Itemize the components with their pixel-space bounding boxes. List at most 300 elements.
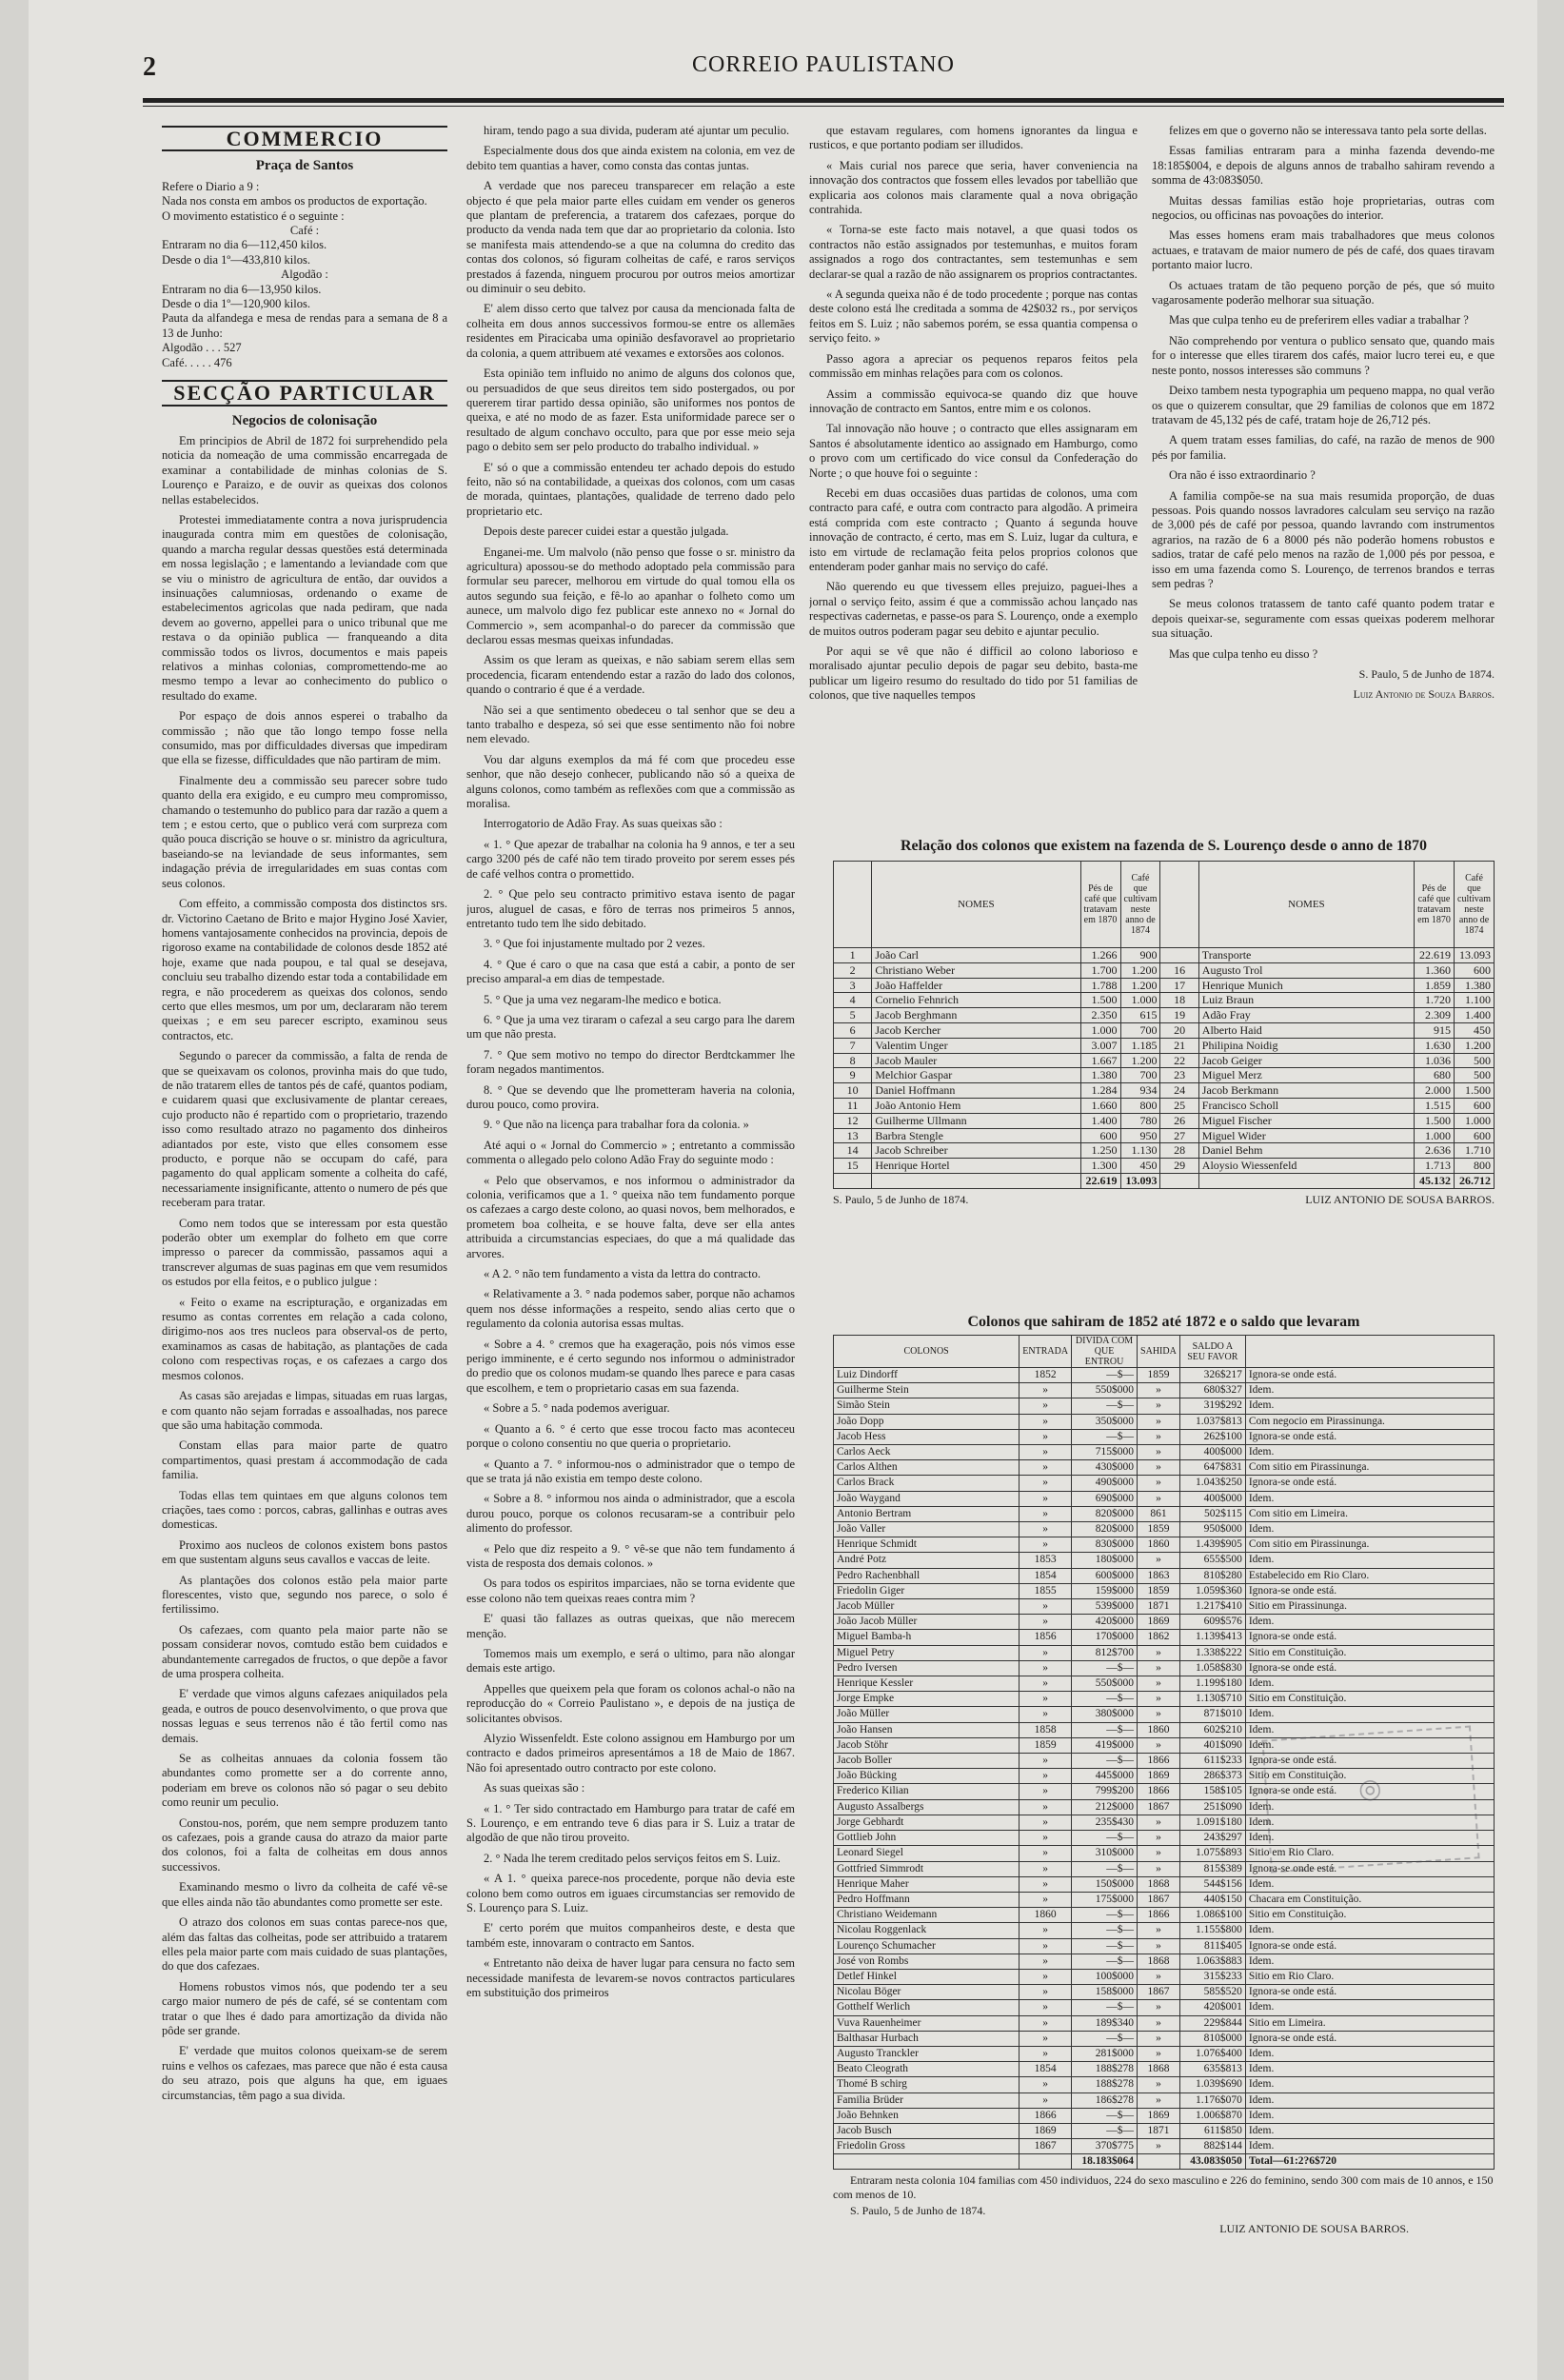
table1-cell: 1.660 xyxy=(1080,1098,1120,1113)
table2-row xyxy=(834,1476,1495,1491)
table1-cell: 1.000 xyxy=(1455,1113,1495,1128)
table2-cell: » xyxy=(1020,1692,1072,1707)
col2.paragraphs-paragraph: Interrogatorio de Adão Fray. As suas queixas são : xyxy=(484,817,723,831)
table1-cell: 5 xyxy=(834,1008,872,1023)
table1-row xyxy=(834,1128,1495,1143)
table1-header xyxy=(834,862,872,948)
table2-cell: Leonard Siegel xyxy=(834,1846,1020,1861)
table2-cell: » xyxy=(1020,1398,1072,1414)
table2-cell: 251$090 xyxy=(1179,1799,1245,1815)
table1-cell: 2.000 xyxy=(1415,1083,1455,1099)
table2-cell: » xyxy=(1138,1445,1180,1460)
table1-cell: Alberto Haid xyxy=(1198,1022,1414,1038)
table1-cell: Augusto Trol xyxy=(1198,962,1414,978)
table2-cell: » xyxy=(1020,1476,1072,1491)
table1-cell: 1.360 xyxy=(1415,962,1455,978)
table2-row xyxy=(834,1460,1495,1476)
table2-header: SALDO A SEU FAVOR xyxy=(1179,1336,1245,1368)
table2-cell: Idem. xyxy=(1245,2046,1494,2061)
table1-cell: 8 xyxy=(834,1053,872,1068)
table2-cell: » xyxy=(1020,1414,1072,1429)
table2-cell: 655$500 xyxy=(1179,1553,1245,1568)
table2-cell: Idem. xyxy=(1245,1522,1494,1537)
col1.paragraphs-paragraph: Homens robustos vimos nós, que podendo ter a seu cargo maior numero de pés de café, sé se contentam com tratar o que lhes é dado para amortização da divida não pôde ser grande. xyxy=(162,1979,447,2037)
table2-cell: —$— xyxy=(1072,1429,1138,1444)
table2-row xyxy=(834,2077,1495,2092)
table1-cell: 1.250 xyxy=(1080,1143,1120,1159)
column-3 xyxy=(809,124,1138,838)
table2-cell: 1869 xyxy=(1138,1769,1180,1784)
table1-header: NOMES xyxy=(872,862,1080,948)
table2-cell: Sitio em Limeira. xyxy=(1245,2015,1494,2031)
table2-cell: 370$775 xyxy=(1072,2139,1138,2154)
col2.paragraphs-paragraph: Appelles que queixem pela que foram os colonos achal-o não na reproducção do « Correio Paulistano », e depois de na justiça de solicitantes obvisos. xyxy=(466,1681,795,1725)
table1-cell: Jacob Berghmann xyxy=(872,1008,1080,1023)
table2-cell: Idem. xyxy=(1245,2123,1494,2138)
table1-cell: 615 xyxy=(1120,1008,1160,1023)
table2-cell: 1866 xyxy=(1020,2108,1072,2123)
table2-row xyxy=(834,1692,1495,1707)
table1-title: Relação dos colonos que existem na fazenda de S. Lourenço desde o anno de 1870 xyxy=(900,838,1428,854)
col4.paragraphs-paragraph: A quem tratam esses familias, do café, na razão de menos de 900 pés por familia. xyxy=(1152,433,1495,462)
table2-cell: 1859 xyxy=(1138,1522,1180,1537)
table1-cell: 15 xyxy=(834,1159,872,1174)
table2-cell: » xyxy=(1138,1414,1180,1429)
table1-cell: 12 xyxy=(834,1113,872,1128)
table2-cell: 502$115 xyxy=(1179,1506,1245,1521)
table1-cell: 1.859 xyxy=(1415,978,1455,993)
table1-row xyxy=(834,1143,1495,1159)
table1-cell: 934 xyxy=(1120,1083,1160,1099)
col2.paragraphs-paragraph: Não sei a que sentimento obedeceu o tal senhor que se deu a tanto trabalho e despeza, só sei que esse sentimento não foi nobre nem elevado. xyxy=(466,703,795,746)
table2-cell: 539$000 xyxy=(1072,1599,1138,1615)
table2-cell: 1.059$360 xyxy=(1179,1583,1245,1598)
table2-cell: Idem. xyxy=(1245,2108,1494,2123)
col3.paragraphs-paragraph: Passo agora a apreciar os pequenos reparos feitos pela commissão em minhas relações para com os colonos. xyxy=(809,351,1138,381)
table2-cell: 1.217$410 xyxy=(1179,1599,1245,1615)
col2.paragraphs-paragraph: E' alem disso certo que talvez por causa da mencionada falta de colheita em dous annos successivos formou-se entre os allemães residentes em Piracicaba uma opinião desfavoravel ao proprietario da colonia, a quem attribuem até vexames e extorsões aos colonos. xyxy=(466,302,795,360)
table1-cell: 1.200 xyxy=(1455,1038,1495,1053)
table2-cell: 189$340 xyxy=(1072,2015,1138,2031)
table1-cell: 1.200 xyxy=(1120,978,1160,993)
table2-cell: 281$000 xyxy=(1072,2046,1138,2061)
table1-totals-row xyxy=(834,1173,1495,1188)
table2-cell: » xyxy=(1020,1799,1072,1815)
table2-cell: » xyxy=(1138,1923,1180,1938)
table2-row xyxy=(834,1553,1495,1568)
table2-cell: 1866 xyxy=(1138,1754,1180,1769)
table2-cell: » xyxy=(1138,1737,1180,1753)
table2-cell: » xyxy=(1020,1831,1072,1846)
table2-cell: » xyxy=(1020,1969,1072,1984)
col1.paragraphs-paragraph: Todas ellas tem quintaes em que alguns colonos tem criações, taes como : porcos, cabras, gallinhas e outras aves domesticas. xyxy=(162,1488,447,1532)
table2-row xyxy=(834,1522,1495,1537)
col4-date: S. Paulo, 5 de Junho de 1874. xyxy=(1358,667,1495,681)
table1-cell: 11 xyxy=(834,1098,872,1113)
table2-row xyxy=(834,2123,1495,2138)
table2-row xyxy=(834,1969,1495,1984)
header-rule xyxy=(143,98,1504,103)
table2-cell: 1.043$250 xyxy=(1179,1476,1245,1491)
table2-cell: 1868 xyxy=(1138,1876,1180,1892)
col2.paragraphs-paragraph: E' quasi tão fallazes as outras queixas, que não merecem menção. xyxy=(466,1612,795,1640)
table1-cell: 1.710 xyxy=(1455,1143,1495,1159)
table2-cell: Ignora-se onde está. xyxy=(1245,1861,1494,1876)
col2.paragraphs-paragraph: « Pelo que observamos, e nos informou o administrador da colonia, verificamos que a 1. ° queixa não tem fundamento porque os cafezaes a cargo deste colono, ao quasi novos, bem melhorados, e prometem boa colheita, e se houve falta, deve ser ella antes attribuida a circumstancias especiaes, do que a má qualidade das arvores. xyxy=(466,1173,795,1260)
table2-row xyxy=(834,1599,1495,1615)
col1.paragraphs-paragraph: Constou-nos, porém, que nem sempre produzem tanto os cafezaes, pois a grande causa do atrazo da maior parte dos colonos, foi a falta de colheitas em dous annos successivos. xyxy=(162,1815,447,1874)
table2-cell: 212$000 xyxy=(1072,1799,1138,1815)
table2-cell: » xyxy=(1020,1954,1072,1969)
section-particular: SECÇÃO PARTICULAR xyxy=(162,380,447,406)
table2-row xyxy=(834,1908,1495,1923)
table2-cell: » xyxy=(1020,1537,1072,1553)
table2-header: ENTRADA xyxy=(1020,1336,1072,1368)
market-line: Algodão . . . 527 xyxy=(162,341,242,355)
table2-cell: —$— xyxy=(1072,2031,1138,2046)
table2-cell: Com sitio em Pirassinunga. xyxy=(1245,1537,1494,1553)
col1.paragraphs-paragraph: As casas são arejadas e limpas, situadas em ruas largas, e com quanto não sejam forradas e assoalhadas, nos parece que são uma habitação commoda. xyxy=(162,1389,447,1432)
table2-cell: Augusto Tranckler xyxy=(834,2046,1020,2061)
table2-cell: Ignora-se onde está. xyxy=(1245,1630,1494,1645)
table1-cell: 3.007 xyxy=(1080,1038,1120,1053)
table2-row xyxy=(834,1660,1495,1676)
table2-cell: 882$144 xyxy=(1179,2139,1245,2154)
table2-cell: Jacob Müller xyxy=(834,1599,1020,1615)
table2-cell: » xyxy=(1138,1846,1180,1861)
page-number: 2 xyxy=(143,52,156,82)
col4.paragraphs-paragraph: Deixo tambem nesta typographia um pequeno mappa, no qual verão os que o quizerem consultar, que 29 familias de colonos que em 1872 tratavam de 45,132 pés de café, tratam hoje de 26,712 pés. xyxy=(1152,384,1495,426)
table2-cell: » xyxy=(1020,2092,1072,2108)
table2-cell: Ignora-se onde está. xyxy=(1245,1754,1494,1769)
table2-cell: » xyxy=(1138,1831,1180,1846)
table1-cell: Jacob Kercher xyxy=(872,1022,1080,1038)
col3.paragraphs-paragraph: Não querendo eu que tivessem elles prejuizo, paguei-lhes a jornal o serviço feito, assim é que a commissão achou lançado nas respectivas cadernetas, e passe-os para S. Lourenço, onde a exemplo de muitos outros poderam pagar seu debito e ajuntar peculio. xyxy=(809,580,1138,638)
table1-total-cell: 45.132 xyxy=(1415,1173,1455,1188)
table2-cell: Gottfried Simmrodt xyxy=(834,1861,1020,1876)
col3.paragraphs-paragraph: « Torna-se este facto mais notavel, a que quasi todos os contractos não estão assignados por testemunhas, e muitos foram assignados a rogo dos contractantes, sem testemunhas e sem declarar-se qual a razão de não assignarem os proprios contractantes. xyxy=(809,223,1138,281)
table1-row xyxy=(834,1022,1495,1038)
market-line: Algodão : xyxy=(281,268,328,282)
table1-cell: João Antonio Hem xyxy=(872,1098,1080,1113)
table2-cell: Idem. xyxy=(1245,1553,1494,1568)
table1-cell: Luiz Braun xyxy=(1198,993,1414,1008)
table2-cell: Ignora-se onde está. xyxy=(1245,1429,1494,1444)
table2-cell: » xyxy=(1138,1460,1180,1476)
col4.paragraphs-paragraph: felizes em que o governo não se interessava tanto pela sorte dellas. xyxy=(1169,124,1487,137)
table1-row xyxy=(834,962,1495,978)
colonists-table-section xyxy=(833,838,1495,1207)
table1-cell: 500 xyxy=(1455,1068,1495,1083)
table2-row xyxy=(834,2031,1495,2046)
table2-cell: Carlos Althen xyxy=(834,1460,1020,1476)
table2-signature: LUIZ ANTONIO DE SOUSA BARROS. xyxy=(1219,2222,1409,2236)
col4.paragraphs-paragraph: Muitas dessas familias estão hoje proprietarias, outras com negocios, ou officinas nas povoações do interior. xyxy=(1152,193,1495,223)
table2-row xyxy=(834,1615,1495,1630)
table2-cell: 440$150 xyxy=(1179,1892,1245,1907)
table2-cell: 1.075$893 xyxy=(1179,1846,1245,1861)
col2.paragraphs-paragraph: « 1. ° Ter sido contractado em Hamburgo para tratar de café em S. Lourenço, e em entrando teve 6 dias para ir S. Luiz a tratar de algodão de que não tirou proveito. xyxy=(466,1801,795,1845)
table2-cell: 235$430 xyxy=(1072,1815,1138,1830)
table2-cell: » xyxy=(1020,2077,1072,2092)
table2-cell: 401$090 xyxy=(1179,1737,1245,1753)
table2-cell: 229$844 xyxy=(1179,2015,1245,2031)
table2-cell: Sitio em Constituição. xyxy=(1245,1692,1494,1707)
table2-row xyxy=(834,1368,1495,1383)
table2-cell: 170$000 xyxy=(1072,1630,1138,1645)
table1-cell: 1.100 xyxy=(1455,993,1495,1008)
table1-cell: 500 xyxy=(1455,1053,1495,1068)
col1.paragraphs-paragraph: O atrazo dos colonos em suas contas parece-nos que, além das faltas das colheitas, pode ser attribuido a tratarem elles pela maior parte com mais cuidado de suas plantações, do que dos cafezaes. xyxy=(162,1915,447,1973)
table2-cell: Estabelecido em Rio Claro. xyxy=(1245,1568,1494,1583)
table2-row xyxy=(834,2046,1495,2061)
table2-cell: » xyxy=(1138,2046,1180,2061)
table2-cell: Idem. xyxy=(1245,1831,1494,1846)
table2-cell: Ignora-se onde está. xyxy=(1245,1476,1494,1491)
table1-cell: Transporte xyxy=(1198,948,1414,963)
table2-cell: Idem. xyxy=(1245,1615,1494,1630)
table2-cell: 1867 xyxy=(1020,2139,1072,2154)
table2-cell: 1860 xyxy=(1020,1908,1072,1923)
table1-cell: 800 xyxy=(1120,1098,1160,1113)
table2-cell: » xyxy=(1138,2015,1180,2031)
col2.paragraphs-paragraph: 9. ° Que não na licença para trabalhar fora da colonia. » xyxy=(484,1118,749,1132)
table2-cell: 1867 xyxy=(1138,1985,1180,2000)
table2-cell: 544$156 xyxy=(1179,1876,1245,1892)
header-rule-thin xyxy=(143,106,1504,107)
table2-cell: 286$373 xyxy=(1179,1769,1245,1784)
table2-cell: 609$576 xyxy=(1179,1615,1245,1630)
table2-cell: João Behnken xyxy=(834,2108,1020,2123)
table2-cell: 647$831 xyxy=(1179,1460,1245,1476)
table2-cell: Idem. xyxy=(1245,1491,1494,1506)
col2.paragraphs-paragraph: « A 2. ° não tem fundamento a vista da lettra do contracto. xyxy=(484,1267,762,1281)
table2-cell: Idem. xyxy=(1245,1707,1494,1722)
col4.paragraphs-paragraph: Essas familias entraram para a minha fazenda devendo-me 18:185$004, e depois de alguns annos de trabalho sahiram revendo a somma de 43:083$050. xyxy=(1152,144,1495,188)
table1-cell: 2 xyxy=(834,962,872,978)
table1-cell: 1.000 xyxy=(1080,1022,1120,1038)
table2-cell: Augusto Assalbergs xyxy=(834,1799,1020,1815)
col2.paragraphs-paragraph: 4. ° Que é caro o que na casa que está a cabir, a ponto de ser preciso amparal-a em dias de tempestade. xyxy=(466,957,795,986)
table2-row xyxy=(834,1876,1495,1892)
table2-cell: 1868 xyxy=(1138,2062,1180,2077)
table2-cell: » xyxy=(1138,2092,1180,2108)
table2-cell: Lourenço Schumacher xyxy=(834,1938,1020,1954)
table2-cell: Com sitio em Limeira. xyxy=(1245,1506,1494,1521)
table2-cell: Jacob Stöhr xyxy=(834,1737,1020,1753)
table2-cell: Sitio em Constituição. xyxy=(1245,1769,1494,1784)
table1-cell: 7 xyxy=(834,1038,872,1053)
table2-cell: » xyxy=(1138,1398,1180,1414)
table2-cell: Beato Cleograth xyxy=(834,2062,1020,2077)
table2-cell: 1869 xyxy=(1138,1615,1180,1630)
table1-header xyxy=(1160,862,1198,948)
table1-cell: 22.619 xyxy=(1415,948,1455,963)
table2-cell: 1.091$180 xyxy=(1179,1815,1245,1830)
table2-cell: » xyxy=(1138,1815,1180,1830)
table2-cell: » xyxy=(1020,1861,1072,1876)
table2-cell: Carlos Brack xyxy=(834,1476,1020,1491)
table2-cell: » xyxy=(1020,2015,1072,2031)
table2-row xyxy=(834,1506,1495,1521)
table2-cell: Henrique Maher xyxy=(834,1876,1020,1892)
table1-cell: Francisco Scholl xyxy=(1198,1098,1414,1113)
table2-cell: » xyxy=(1020,1938,1072,1954)
table2-cell: » xyxy=(1020,1645,1072,1660)
table2-cell: » xyxy=(1138,1938,1180,1954)
table1-cell: Henrique Munich xyxy=(1198,978,1414,993)
table2-cell: Idem. xyxy=(1245,1876,1494,1892)
col2.paragraphs-paragraph: 5. ° Que ja uma vez negaram-lhe medico e botica. xyxy=(484,992,722,1006)
table2-row xyxy=(834,2062,1495,2077)
col1.paragraphs-paragraph: Segundo o parecer da commissão, a falta de renda de que se queixavam os colonos, provinha mais do que tudo, de não tratarem elles de tantos pés de café, quantos podiam, e cuidarem quasi que exclusivamente de plantar cereaes, cujo producto não é repartido com o proprietario, trazendo isso como resultado atrazo no pagamento dos dinheiros adiantados por este, visto que elles consomem esse producto, e porque não se occupam do café, para pagamento do qual applicam somente a colheita do café, necessariamente insignificante, attento o numero de pés que receberam para tratar. xyxy=(162,1049,447,1210)
table2-cell: Familia Brüder xyxy=(834,2092,1020,2108)
table2-cell: 680$327 xyxy=(1179,1383,1245,1398)
market-title: Praça de Santos xyxy=(255,158,354,174)
table2-total-saldo: 43.083$050 xyxy=(1179,2154,1245,2170)
table2-row xyxy=(834,1568,1495,1583)
table2-row xyxy=(834,1892,1495,1907)
table1-row xyxy=(834,1068,1495,1083)
table2-cell: Idem. xyxy=(1245,1799,1494,1815)
col3.paragraphs-paragraph: Por aqui se vê que não é difficil ao colono laborioso e moralisado ajuntar peculio depois de pagar seu debito, basta-me publicar um ligeiro resumo do resultado do tido por 51 familias de colonos, que tive naquelles tempos xyxy=(809,645,1138,703)
table2-cell: Balthasar Hurbach xyxy=(834,2031,1020,2046)
table1-cell: Barbra Stengle xyxy=(872,1128,1080,1143)
table1-cell: 1.667 xyxy=(1080,1053,1120,1068)
table2-cell: Sitio em Rio Claro. xyxy=(1245,1969,1494,1984)
table2-cell: Sitio em Constituição. xyxy=(1245,1908,1494,1923)
table1-cell: 6 xyxy=(834,1022,872,1038)
table1-cell: 1.500 xyxy=(1415,1113,1455,1128)
table2-cell: 950$000 xyxy=(1179,1522,1245,1537)
table1-cell: 600 xyxy=(1455,962,1495,978)
table2-cell: Ignora-se onde está. xyxy=(1245,1660,1494,1676)
table2-cell: 611$850 xyxy=(1179,2123,1245,2138)
table2-cell: Frederico Kilian xyxy=(834,1784,1020,1799)
col2.paragraphs-paragraph: 3. ° Que foi injustamente multado por 2 vezes. xyxy=(484,937,705,951)
table2-cell: 158$105 xyxy=(1179,1784,1245,1799)
table2-cell: Idem. xyxy=(1245,2062,1494,2077)
table2-cell: 1.439$905 xyxy=(1179,1537,1245,1553)
table2-cell: 420$001 xyxy=(1179,2000,1245,2015)
col2.paragraphs-paragraph: « Relativamente a 3. ° nada podemos saber, porque não achamos quem nos désse informações a respeito, sendo alias certo que o regulamento da colonia autorisa essas multas. xyxy=(466,1287,795,1331)
table2-cell: » xyxy=(1020,1707,1072,1722)
table1-total-cell xyxy=(1160,1173,1198,1188)
table2-cell: 319$292 xyxy=(1179,1398,1245,1414)
table2-cell: 262$100 xyxy=(1179,1429,1245,1444)
table2-cell: » xyxy=(1020,1445,1072,1460)
table2-cell: » xyxy=(1138,1491,1180,1506)
table2-cell: João Müller xyxy=(834,1707,1020,1722)
col2.paragraphs-paragraph: « Sobre a 4. ° cremos que ha exageração, pois nós vimos esse perigo imminente, e é certo segundo nos informou o administrador do predio que os colonos mudam-se quando lhes parece e para casas que escolhem, e tem o proprietario casas em sua fazenda. xyxy=(466,1337,795,1395)
table1-cell xyxy=(1160,948,1198,963)
table2-cell: 1854 xyxy=(1020,1568,1072,1583)
table2-cell: Idem. xyxy=(1245,1815,1494,1830)
table1-cell: 1.400 xyxy=(1455,1008,1495,1023)
table2-cell: 310$000 xyxy=(1072,1846,1138,1861)
table2-cell: Gottlieb John xyxy=(834,1831,1020,1846)
colonists-table xyxy=(833,861,1495,1189)
table1-cell: 20 xyxy=(1160,1022,1198,1038)
table2-cell: 188$278 xyxy=(1072,2077,1138,2092)
table2-cell: 1.086$100 xyxy=(1179,1908,1245,1923)
col2.paragraphs-paragraph: 2. ° Nada lhe terem creditado pelos serviços feitos em S. Luiz. xyxy=(484,1851,781,1865)
table2-header xyxy=(1245,1336,1494,1368)
market-report xyxy=(162,180,447,370)
table1-row xyxy=(834,948,1495,963)
table1-cell: 2.636 xyxy=(1415,1143,1455,1159)
table1-cell: 700 xyxy=(1120,1022,1160,1038)
table2-cell: 1871 xyxy=(1138,2123,1180,2138)
table2-row xyxy=(834,2108,1495,2123)
table2-cell: » xyxy=(1020,2031,1072,2046)
table2-cell: 690$000 xyxy=(1072,1491,1138,1506)
table2-cell: » xyxy=(1138,1645,1180,1660)
table1-cell: 22 xyxy=(1160,1053,1198,1068)
table1-cell: Jacob Mauler xyxy=(872,1053,1080,1068)
table1-cell: 600 xyxy=(1455,1098,1495,1113)
table1-cell: 1.713 xyxy=(1415,1159,1455,1174)
table2-cell: » xyxy=(1020,1769,1072,1784)
table2-cell: —$— xyxy=(1072,1954,1138,1969)
col1.paragraphs-paragraph: As plantações dos colonos estão pela maior parte florescentes, visto que, segundo nos parece, o solo é fertilissimo. xyxy=(162,1573,447,1616)
table2-cell: » xyxy=(1020,1876,1072,1892)
table1-signature: LUIZ ANTONIO DE SOUSA BARROS. xyxy=(1305,1192,1495,1206)
table1-cell: 28 xyxy=(1160,1143,1198,1159)
table2-cell: João Waygand xyxy=(834,1491,1020,1506)
table2-cell: 810$280 xyxy=(1179,1568,1245,1583)
table2-cell: Idem. xyxy=(1245,1954,1494,1969)
table2-cell: Jorge Gebhardt xyxy=(834,1815,1020,1830)
col2.paragraphs-paragraph: A verdade que nos pareceu transparecer em relação a este objecto é que pela maior parte elles cuidam em vender os generos que plantam de preferencia, a tratarem dos cafezaes, porque do producto da venda nada tem que dar ao proprietario da colonia. Isto se manifesta mais attendendo-se a que na columna do credito das contas dos colonos, só figuram colheitas de café, e raros serviços prestados á fazenda, ninguem procurou por outros meios amortizar ou diminuir o seu debito. xyxy=(466,179,795,296)
table2-cell: 400$000 xyxy=(1179,1491,1245,1506)
table2-note: Entraram nesta colonia 104 familias com 450 individuos, 224 do sexo masculino e 226 do feminino, sendo 300 com mais de 10 annos, e 150 com menos de 10. xyxy=(833,2173,1494,2202)
table1-total-cell: 22.619 xyxy=(1080,1173,1120,1188)
col1.paragraphs-paragraph: Examinando mesmo o livro da colheita de café vê-se que elles ainda não tão abundantes como promette ser este. xyxy=(162,1880,447,1909)
col2.paragraphs-paragraph: E' só o que a commissão entendeu ter achado depois do estudo feito, não só na contabilidade, a queixas dos colonos, com um casas de morada, quintaes, plantações, qualidade de terreno dado pelo proprietario etc. xyxy=(466,460,795,518)
table1-header: Pés de café que tratavam em 1870 xyxy=(1080,862,1120,948)
market-line: Café : xyxy=(289,224,320,238)
table2-cell: Jacob Boller xyxy=(834,1754,1020,1769)
table2-cell: Jacob Busch xyxy=(834,2123,1020,2138)
table1-cell: Adão Fray xyxy=(1198,1008,1414,1023)
table1-cell: 600 xyxy=(1455,1128,1495,1143)
table2-cell: » xyxy=(1138,1383,1180,1398)
table1-cell: 1.185 xyxy=(1120,1038,1160,1053)
table2-cell: João Valler xyxy=(834,1522,1020,1537)
table2-cell: » xyxy=(1020,1460,1072,1476)
table1-row xyxy=(834,1053,1495,1068)
table1-cell: 25 xyxy=(1160,1098,1198,1113)
table2-cell: 1869 xyxy=(1138,2108,1180,2123)
table2-cell: Ignora-se onde está. xyxy=(1245,1368,1494,1383)
table1-cell: 1.000 xyxy=(1415,1128,1455,1143)
table2-cell: » xyxy=(1138,2031,1180,2046)
col1.paragraphs-paragraph: E' verdade que vimos alguns cafezaes aniquilados pela geada, e outros de pouco desenvolvimento, o que prova que nossas leguas e seus terrenos não é tão fertil como nas demais. xyxy=(162,1687,447,1745)
table2-cell: 188$278 xyxy=(1072,2062,1138,2077)
market-line: Entraram no dia 6—112,450 kilos. xyxy=(162,238,327,252)
table1-cell: Jacob Schreiber xyxy=(872,1143,1080,1159)
table2-row xyxy=(834,1645,1495,1660)
column-4-body xyxy=(1152,124,1495,662)
table1-cell: 1.400 xyxy=(1080,1113,1120,1128)
col2.paragraphs-paragraph: Depois deste parecer cuidei estar a questão julgada. xyxy=(484,525,729,539)
table2-cell: Sitio em Pirassinunga. xyxy=(1245,1599,1494,1615)
table2-row xyxy=(834,1676,1495,1692)
table2-cell: » xyxy=(1020,1784,1072,1799)
table1-row xyxy=(834,1008,1495,1023)
table2-cell: 820$000 xyxy=(1072,1522,1138,1537)
